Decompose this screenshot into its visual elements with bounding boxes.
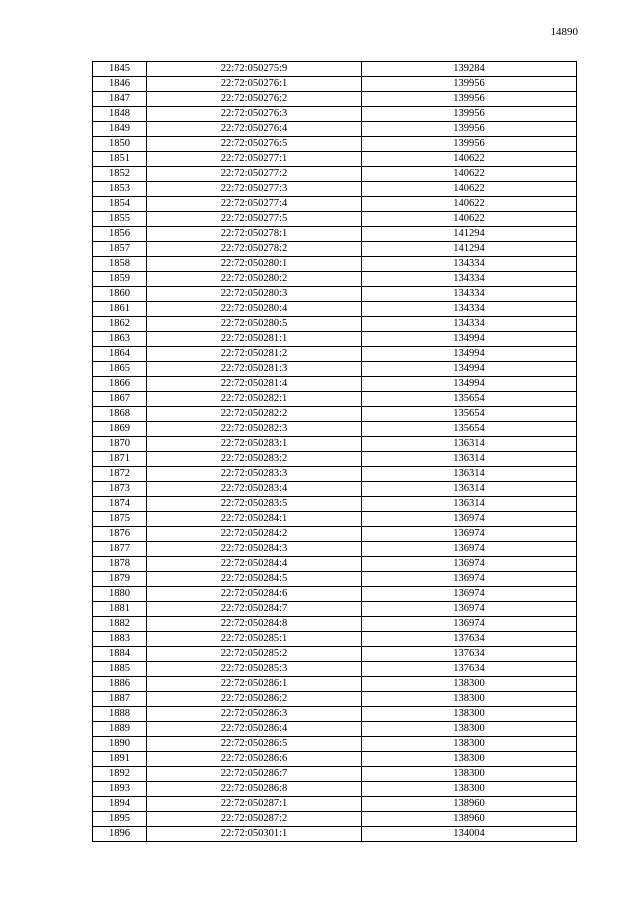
cadastral-number-cell: 22:72:050286:4 [147,722,362,737]
value-cell: 138960 [362,797,577,812]
value-cell: 136974 [362,617,577,632]
row-number-cell: 1875 [93,512,147,527]
cadastral-number-cell: 22:72:050284:8 [147,617,362,632]
cadastral-number-cell: 22:72:050277:3 [147,182,362,197]
table-row [93,782,577,797]
table-row [93,452,577,467]
value-cell: 134334 [362,287,577,302]
table-row [93,662,577,677]
cadastral-number-cell: 22:72:050287:1 [147,797,362,812]
cadastral-number-cell: 22:72:050277:1 [147,152,362,167]
value-cell: 138960 [362,812,577,827]
row-number-cell: 1856 [93,227,147,242]
table-row [93,332,577,347]
table-row [93,467,577,482]
table-row [93,557,577,572]
table-row [93,812,577,827]
row-number-cell: 1852 [93,167,147,182]
page-number: 14890 [550,26,578,38]
table-row [93,287,577,302]
cadastral-number-cell: 22:72:050285:1 [147,632,362,647]
table-row [93,692,577,707]
row-number-cell: 1865 [93,362,147,377]
row-number-cell: 1871 [93,452,147,467]
row-number-cell: 1862 [93,317,147,332]
row-number-cell: 1860 [93,287,147,302]
value-cell: 136314 [362,452,577,467]
cadastral-number-cell: 22:72:050283:3 [147,467,362,482]
table-row [93,632,577,647]
table-row [93,482,577,497]
table-row [93,617,577,632]
value-cell: 139284 [362,62,577,77]
row-number-cell: 1861 [93,302,147,317]
cadastral-number-cell: 22:72:050282:2 [147,407,362,422]
table-row [93,182,577,197]
cadastral-number-cell: 22:72:050283:4 [147,482,362,497]
cadastral-number-cell: 22:72:050283:5 [147,497,362,512]
table-row [93,512,577,527]
value-cell: 136974 [362,527,577,542]
cadastral-number-cell: 22:72:050280:4 [147,302,362,317]
row-number-cell: 1886 [93,677,147,692]
value-cell: 138300 [362,767,577,782]
cadastral-number-cell: 22:72:050287:2 [147,812,362,827]
cadastral-number-cell: 22:72:050281:3 [147,362,362,377]
value-cell: 140622 [362,182,577,197]
table-row [93,317,577,332]
row-number-cell: 1868 [93,407,147,422]
value-cell: 134334 [362,272,577,287]
row-number-cell: 1864 [93,347,147,362]
table-body [93,62,577,842]
row-number-cell: 1880 [93,587,147,602]
cadastral-number-cell: 22:72:050286:6 [147,752,362,767]
table-row [93,677,577,692]
row-number-cell: 1857 [93,242,147,257]
row-number-cell: 1854 [93,197,147,212]
value-cell: 134994 [362,332,577,347]
table-row [93,752,577,767]
value-cell: 139956 [362,122,577,137]
value-cell: 136974 [362,602,577,617]
value-cell: 138300 [362,707,577,722]
row-number-cell: 1893 [93,782,147,797]
row-number-cell: 1882 [93,617,147,632]
table-row [93,767,577,782]
cadastral-number-cell: 22:72:050282:1 [147,392,362,407]
value-cell: 136314 [362,437,577,452]
value-cell: 138300 [362,692,577,707]
value-cell: 139956 [362,92,577,107]
table-row [93,122,577,137]
table-row [93,407,577,422]
table-row [93,257,577,272]
value-cell: 134994 [362,377,577,392]
row-number-cell: 1896 [93,827,147,842]
table-row [93,587,577,602]
cadastral-number-cell: 22:72:050277:2 [147,167,362,182]
table-row [93,707,577,722]
cadastral-number-cell: 22:72:050280:3 [147,287,362,302]
row-number-cell: 1885 [93,662,147,677]
cadastral-number-cell: 22:72:050280:5 [147,317,362,332]
cadastral-number-cell: 22:72:050276:2 [147,92,362,107]
table-row [93,167,577,182]
table-row [93,437,577,452]
value-cell: 134334 [362,302,577,317]
row-number-cell: 1855 [93,212,147,227]
value-cell: 134004 [362,827,577,842]
row-number-cell: 1887 [93,692,147,707]
row-number-cell: 1853 [93,182,147,197]
row-number-cell: 1866 [93,377,147,392]
row-number-cell: 1889 [93,722,147,737]
cadastral-number-cell: 22:72:050281:4 [147,377,362,392]
table-row [93,302,577,317]
table-row [93,62,577,77]
value-cell: 141294 [362,227,577,242]
cadastral-number-cell: 22:72:050284:4 [147,557,362,572]
row-number-cell: 1894 [93,797,147,812]
value-cell: 138300 [362,677,577,692]
table-row [93,152,577,167]
row-number-cell: 1891 [93,752,147,767]
cadastral-number-cell: 22:72:050282:3 [147,422,362,437]
value-cell: 140622 [362,197,577,212]
cadastral-number-cell: 22:72:050284:2 [147,527,362,542]
value-cell: 141294 [362,242,577,257]
cadastral-number-cell: 22:72:050286:8 [147,782,362,797]
table-row [93,542,577,557]
row-number-cell: 1872 [93,467,147,482]
value-cell: 136314 [362,467,577,482]
row-number-cell: 1863 [93,332,147,347]
cadastral-number-cell: 22:72:050285:3 [147,662,362,677]
cadastral-number-cell: 22:72:050301:1 [147,827,362,842]
cadastral-number-cell: 22:72:050276:4 [147,122,362,137]
value-cell: 136974 [362,587,577,602]
cadastral-number-cell: 22:72:050286:2 [147,692,362,707]
row-number-cell: 1878 [93,557,147,572]
row-number-cell: 1846 [93,77,147,92]
cadastral-number-cell: 22:72:050278:1 [147,227,362,242]
table-row [93,227,577,242]
value-cell: 139956 [362,77,577,92]
table-row [93,137,577,152]
cadastral-number-cell: 22:72:050280:1 [147,257,362,272]
table-row [93,602,577,617]
table-row [93,497,577,512]
cadastral-number-cell: 22:72:050284:1 [147,512,362,527]
value-cell: 140622 [362,167,577,182]
table-row [93,377,577,392]
row-number-cell: 1847 [93,92,147,107]
row-number-cell: 1874 [93,497,147,512]
value-cell: 138300 [362,737,577,752]
value-cell: 136314 [362,482,577,497]
table-row [93,197,577,212]
row-number-cell: 1870 [93,437,147,452]
cadastral-number-cell: 22:72:050276:3 [147,107,362,122]
row-number-cell: 1884 [93,647,147,662]
value-cell: 138300 [362,722,577,737]
row-number-cell: 1895 [93,812,147,827]
cadastral-number-cell: 22:72:050276:1 [147,77,362,92]
table-row [93,272,577,287]
cadastral-number-cell: 22:72:050278:2 [147,242,362,257]
cadastral-number-cell: 22:72:050276:5 [147,137,362,152]
row-number-cell: 1850 [93,137,147,152]
table-row [93,242,577,257]
row-number-cell: 1876 [93,527,147,542]
cadastral-number-cell: 22:72:050286:5 [147,737,362,752]
value-cell: 135654 [362,422,577,437]
cadastral-number-cell: 22:72:050280:2 [147,272,362,287]
cadastral-number-cell: 22:72:050275:9 [147,62,362,77]
value-cell: 139956 [362,107,577,122]
row-number-cell: 1848 [93,107,147,122]
row-number-cell: 1881 [93,602,147,617]
row-number-cell: 1879 [93,572,147,587]
row-number-cell: 1869 [93,422,147,437]
cadastral-number-cell: 22:72:050281:2 [147,347,362,362]
value-cell: 134994 [362,362,577,377]
table-row [93,392,577,407]
value-cell: 134994 [362,347,577,362]
table-row [93,722,577,737]
cadastral-number-cell: 22:72:050284:6 [147,587,362,602]
cadastral-number-cell: 22:72:050285:2 [147,647,362,662]
value-cell: 140622 [362,152,577,167]
value-cell: 134334 [362,257,577,272]
cadastral-number-cell: 22:72:050281:1 [147,332,362,347]
row-number-cell: 1845 [93,62,147,77]
value-cell: 137634 [362,647,577,662]
row-number-cell: 1877 [93,542,147,557]
value-cell: 136974 [362,512,577,527]
data-table-container [92,61,576,842]
cadastral-number-cell: 22:72:050283:1 [147,437,362,452]
table-row [93,647,577,662]
cadastral-number-cell: 22:72:050286:7 [147,767,362,782]
row-number-cell: 1858 [93,257,147,272]
data-table [92,61,577,842]
cadastral-number-cell: 22:72:050283:2 [147,452,362,467]
row-number-cell: 1888 [93,707,147,722]
table-row [93,77,577,92]
value-cell: 137634 [362,662,577,677]
table-row [93,572,577,587]
value-cell: 136974 [362,542,577,557]
cadastral-number-cell: 22:72:050277:5 [147,212,362,227]
cadastral-number-cell: 22:72:050284:7 [147,602,362,617]
table-row [93,422,577,437]
cadastral-number-cell: 22:72:050277:4 [147,197,362,212]
table-row [93,827,577,842]
row-number-cell: 1873 [93,482,147,497]
cadastral-number-cell: 22:72:050284:5 [147,572,362,587]
value-cell: 136314 [362,497,577,512]
value-cell: 139956 [362,137,577,152]
row-number-cell: 1851 [93,152,147,167]
cadastral-number-cell: 22:72:050284:3 [147,542,362,557]
row-number-cell: 1890 [93,737,147,752]
value-cell: 140622 [362,212,577,227]
row-number-cell: 1859 [93,272,147,287]
value-cell: 136974 [362,572,577,587]
table-row [93,527,577,542]
row-number-cell: 1883 [93,632,147,647]
row-number-cell: 1892 [93,767,147,782]
value-cell: 138300 [362,782,577,797]
value-cell: 135654 [362,407,577,422]
table-row [93,347,577,362]
table-row [93,797,577,812]
cadastral-number-cell: 22:72:050286:1 [147,677,362,692]
table-row [93,362,577,377]
value-cell: 135654 [362,392,577,407]
table-row [93,212,577,227]
table-row [93,737,577,752]
value-cell: 134334 [362,317,577,332]
cadastral-number-cell: 22:72:050286:3 [147,707,362,722]
table-row [93,92,577,107]
value-cell: 136974 [362,557,577,572]
value-cell: 137634 [362,632,577,647]
table-row [93,107,577,122]
row-number-cell: 1867 [93,392,147,407]
value-cell: 138300 [362,752,577,767]
row-number-cell: 1849 [93,122,147,137]
